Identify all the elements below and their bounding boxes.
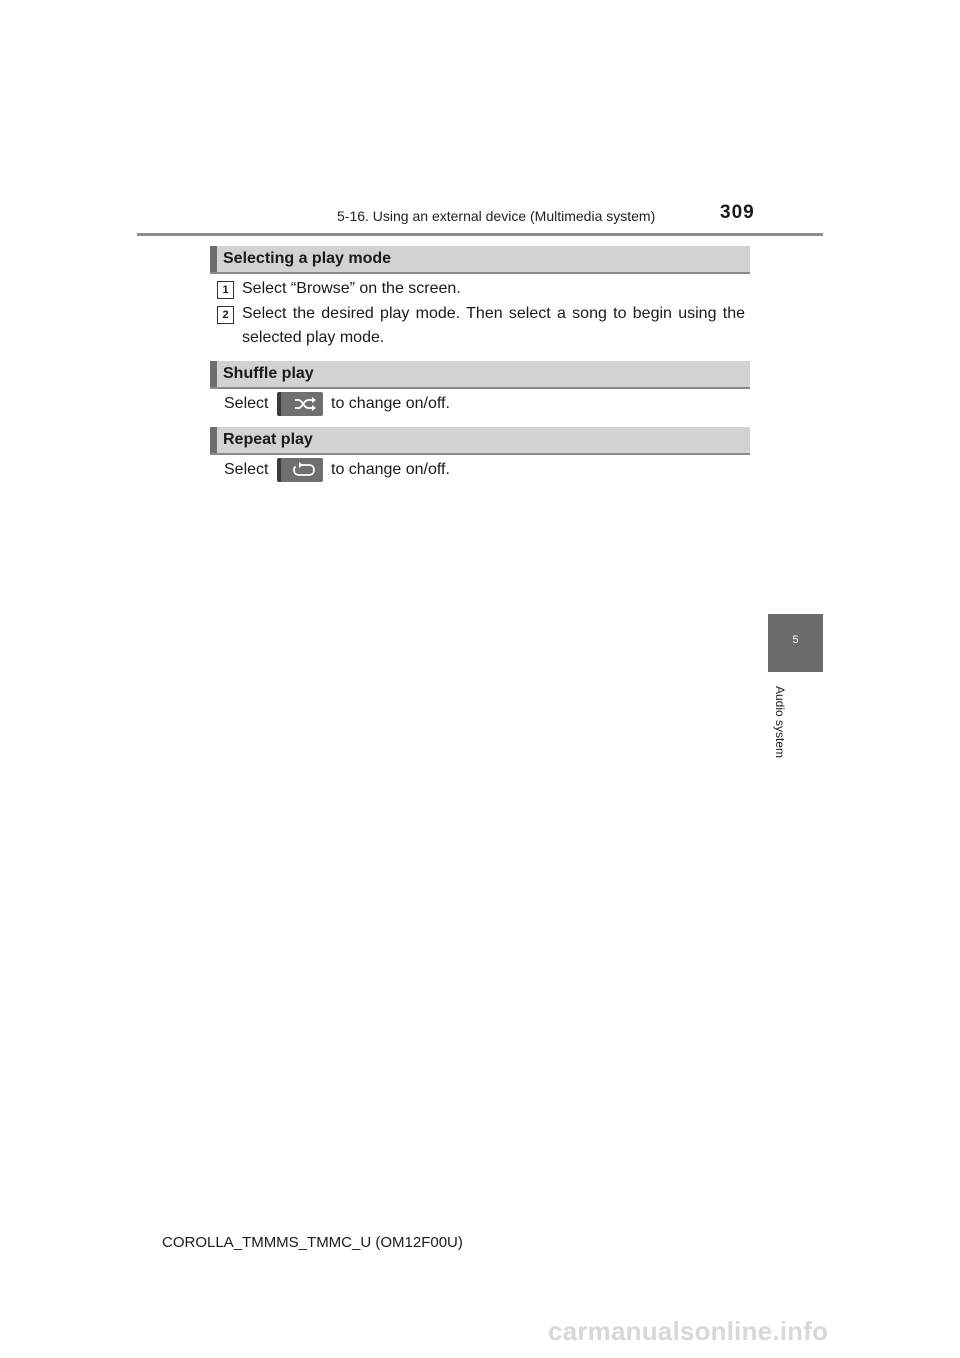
heading-text: Repeat play [223,431,313,448]
step-text-1: Select “Browse” on the screen. [242,280,461,297]
chapter-tab [768,614,823,672]
heading-bar [210,361,217,387]
heading-bar [210,246,217,272]
repeat-button[interactable] [277,458,323,482]
heading-text: Shuffle play [223,365,314,382]
repeat-icon [287,461,321,479]
chapter-label: Audio system [773,685,787,759]
repeat-select-label: Select [224,461,269,478]
heading-repeat-play [210,427,750,455]
page-number: 309 [720,202,755,223]
step-number-1: 1 [217,281,234,299]
watermark: carmanualsonline.info [548,1316,829,1346]
heading-shuffle-play [210,361,750,389]
section-title: 5-16. Using an external device (Multimedia system) [337,208,656,224]
shuffle-button[interactable] [277,392,323,416]
shuffle-select-label: Select [224,395,269,412]
shuffle-icon [287,395,321,413]
heading-text: Selecting a play mode [223,250,392,267]
step-number-2: 2 [217,306,234,324]
chapter-number: 5 [792,634,799,646]
heading-bar [210,427,217,453]
repeat-description: to change on/off. [331,461,450,478]
heading-selecting-play-mode [210,246,750,274]
shuffle-description: to change on/off. [331,395,450,412]
header-rule [137,233,823,236]
step-text-2: Select the desired play mode. Then select a song to begin using the selected play mode. [242,305,745,346]
document-id: COROLLA_TMMMS_TMMC_U (OM12F00U) [162,1234,463,1251]
